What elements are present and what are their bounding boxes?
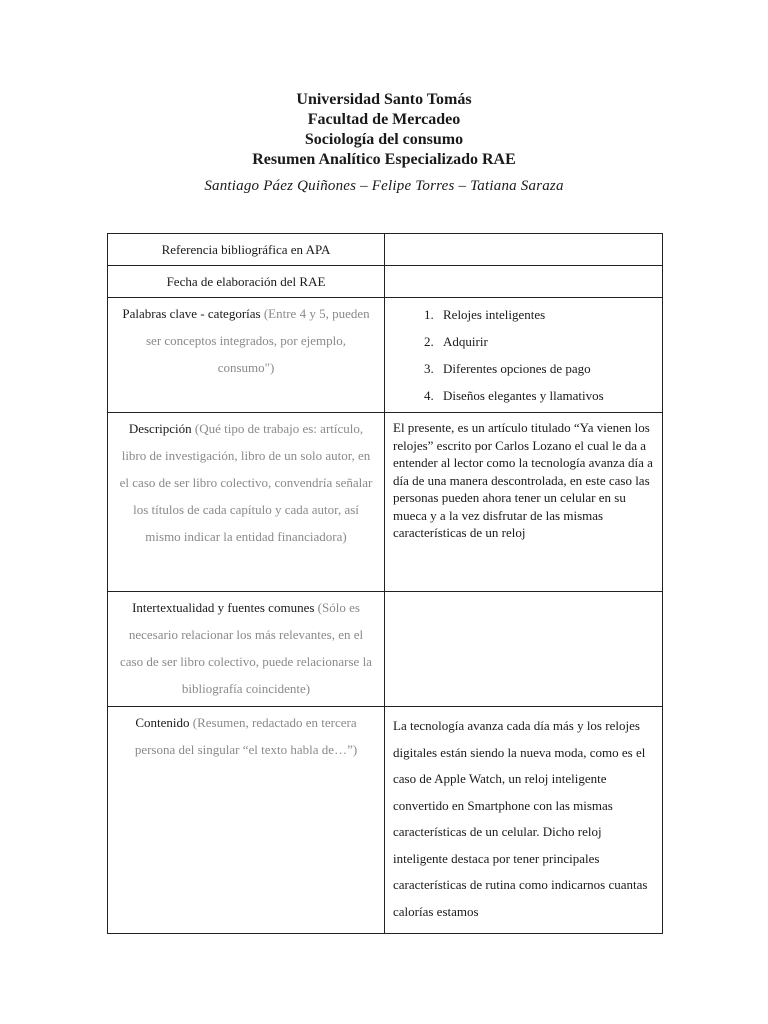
table-row-contenido [108, 707, 663, 934]
contenido-text: La tecnología avanza cada día más y los relojes digitales están siendo la nueva moda, como es el caso de Apple Watch, un reloj inteligente convertido en Smartphone con las mismas características de un celular. Dicho reloj inteligente destaca por tener principales características de rutina como indicarnos cuantas calorías estamos [393, 718, 648, 919]
intertextualidad-label-text: Intertextualidad y fuentes comunes [132, 600, 315, 615]
referencia-value [385, 234, 663, 266]
descripcion-hint: (Qué tipo de trabajo es: artículo, libro de investigación, libro de un solo autor, en el caso de ser libro colectivo, convendría señalar los títulos de cada capítulo y cada autor, así mismo indicar la entidad financiadora) [119, 421, 373, 544]
document-title: Resumen Analítico Especializado RAE [252, 151, 516, 168]
palabras-hint: (Entre 4 y 5, pueden ser conceptos integrados, por ejemplo, consumo") [146, 306, 370, 375]
contenido-hint: (Resumen, redactado en tercera persona del singular “el texto habla de…”) [134, 715, 358, 757]
palabras-value [385, 298, 663, 413]
list-item: 2. Adquirir [437, 328, 662, 355]
rae-table [107, 233, 663, 934]
contenido-value [385, 707, 663, 934]
table-row-intertextualidad [108, 592, 663, 707]
list-item: 1. Relojes inteligentes [437, 301, 662, 328]
table-row-referencia [108, 234, 663, 266]
referencia-label: Referencia bibliográfica en APA [108, 234, 385, 266]
table-row-palabras-clave [108, 298, 663, 413]
palabras-label [108, 298, 385, 413]
descripcion-value: El presente, es un artículo titulado “Ya vienen los relojes” escrito por Carlos Lozano el cual le da a entender al lector como la tecnología avanza día a día de una manera descontrolada, en este caso las personas pueden ahora tener un celular en su mueca y a la vez disfrutar de las mismas características de un reloj [385, 413, 663, 592]
descripcion-label [108, 413, 385, 592]
intertextualidad-label [108, 592, 385, 707]
list-item: 4. Diseños elegantes y llamativos [437, 382, 662, 409]
contenido-label [108, 707, 385, 934]
contenido-label-text: Contenido [135, 715, 190, 730]
document-header [0, 90, 768, 170]
intertextualidad-value [385, 592, 663, 707]
table-row-descripcion [108, 413, 663, 592]
table-row-fecha [108, 266, 663, 298]
intertextualidad-hint: (Sólo es necesario relacionar los más relevantes, en el caso de ser libro colectivo, puede relacionarse la bibliografía coincidente) [120, 600, 372, 696]
list-item: 3. Diferentes opciones de pago [437, 355, 662, 382]
university-name: Universidad Santo Tomás [296, 91, 472, 108]
fecha-value [385, 266, 663, 298]
keyword-list [385, 301, 662, 409]
authors-line: Santiago Páez Quiñones – Felipe Torres – Tatiana Saraza [204, 178, 564, 194]
faculty-name: Facultad de Mercadeo [307, 111, 461, 128]
descripcion-label-text: Descripción [128, 421, 192, 436]
course-name: Sociología del consumo [304, 131, 464, 148]
palabras-label-text: Palabras clave - categorías [122, 306, 261, 321]
fecha-label: Fecha de elaboración del RAE [108, 266, 385, 298]
